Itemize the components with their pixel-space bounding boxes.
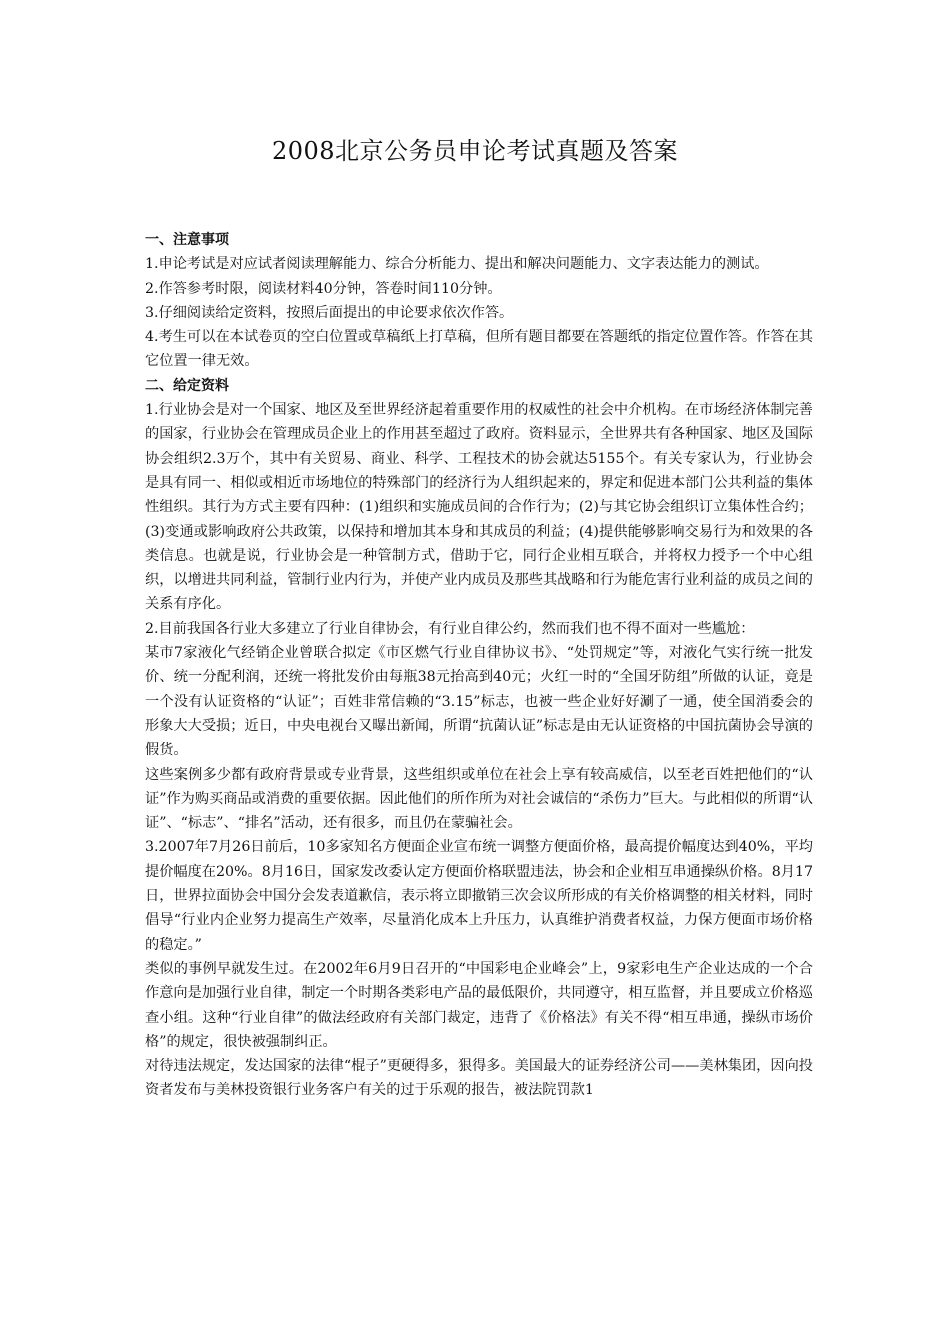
document-body <box>145 228 813 1103</box>
paragraph: 2.作答参考时限，阅读材料40分钟，答卷时间110分钟。 <box>145 280 502 297</box>
document-title: 2008北京公务员申论考试真题及答案 <box>271 137 679 165</box>
paragraph: 某市7家液化气经销企业曾联合拟定《市区燃气行业自律协议书》、“处罚规定”等，对液化气实行统一批发价、统一分配利润，还统一将批发价由每瓶38元抬高到40元；火红一时的“全国牙防组”所做的认证，竟是一个没有认证资格的“认证”；百姓非常信赖的“3.15”标志，也被一些企业好好涮了一通，使全国消委会的形象大大受损；近日，中央电视台又曝出新闻，所谓“抗菌认证”标志是由无认证资格的中国抗菌协会导演的假货。 <box>145 645 813 759</box>
paragraph: 类似的事例早就发生过。在2002年6月9日召开的“中国彩电企业峰会”上，9家彩电生产企业达成的一个合作意向是加强行业自律，制定一个时期各类彩电产品的最低限价，共同遵守，相互监督，并且要成立价格巡查小组。这种“行业自律”的做法经政府有关部门裁定，违背了《价格法》有关不得“相互串通，操纵市场价格”的规定，很快被强制纠正。 <box>145 960 813 1050</box>
paragraph: 这些案例多少都有政府背景或专业背景，这些组织或单位在社会上享有较高威信，以至老百姓把他们的“认证”作为购买商品或消费的重要依据。因此他们的所作所为对社会诚信的“杀伤力”巨大。与此相似的所谓“认证”、“标志”、“排名”活动，还有很多，而且仍在蒙骗社会。 <box>145 766 813 832</box>
section-heading-notes: 一、注意事项 <box>145 232 229 248</box>
section-heading-materials: 二、给定资料 <box>145 377 229 394</box>
paragraph: 1.行业协会是对一个国家、地区及至世界经济起着重要作用的权威性的社会中介机构。在市场经济体制完善的国家，行业协会在管理成员企业上的作用甚至超过了政府。资料显示，全世界共有各种国家、地区及国际协会组织2.3万个，其中有关贸易、商业、科学、工程技术的协会就达5155个。有关专家认为，行业协会是具有同一、相似或相近市场地位的特殊部门的经济行为人组织起来的，界定和促进本部门公共利益的集体性组织。其行为方式主要有四种：(1)组织和实施成员间的合作行为；(2)与其它协会组织订立集体性合约；(3)变通或影响政府公共政策，以保持和增加其本身和其成员的利益；(4)提供能够影响交易行为和效果的各类信息。也就是说，行业协会是一种管制方式，借助于它，同行企业相互联合，并将权力授予一个中心组织，以增进共同利益，管制行业内行为，并使产业内成员及那些其战略和行为能危害行业利益的成员之间的关系有序化。 <box>145 402 813 613</box>
paragraph: 4.考生可以在本试卷页的空白位置或草稿纸上打草稿，但所有题目都要在答题纸的指定位置作答。作答在其它位置一律无效。 <box>145 329 813 370</box>
paragraph: 3.仔细阅读给定资料，按照后面提出的申论要求依次作答。 <box>145 304 514 321</box>
paragraph: 对待违法规定，发达国家的法律“棍子”更硬得多，狠得多。美国最大的证券经济公司——美林集团，因向投资者发布与美林投资银行业务客户有关的过于乐观的报告，被法院罚款1 <box>145 1058 813 1099</box>
paragraph: 2.目前我国各行业大多建立了行业自律协会，有行业自律公约，然而我们也不得不面对一些尴尬： <box>145 620 755 637</box>
paragraph: 3.2007年7月26日前后，10多家知名方便面企业宣布统一调整方便面价格，最高提价幅度达到40%，平均提价幅度在20%。8月16日，国家发改委认定方便面价格联盟违法，协会和企业相互串通操纵价格。8月17日，世界拉面协会中国分会发表道歉信，表示将立即撤销三次会议所形成的有关价格调整的相关材料，同时倡导“行业内企业努力提高生产效率，尽量消化成本上升压力，认真维护消费者权益，力保方便面市场价格的稳定。” <box>145 839 813 953</box>
paragraph: 1.申论考试是对应试者阅读理解能力、综合分析能力、提出和解决问题能力、文字表达能力的测试。 <box>145 256 769 273</box>
